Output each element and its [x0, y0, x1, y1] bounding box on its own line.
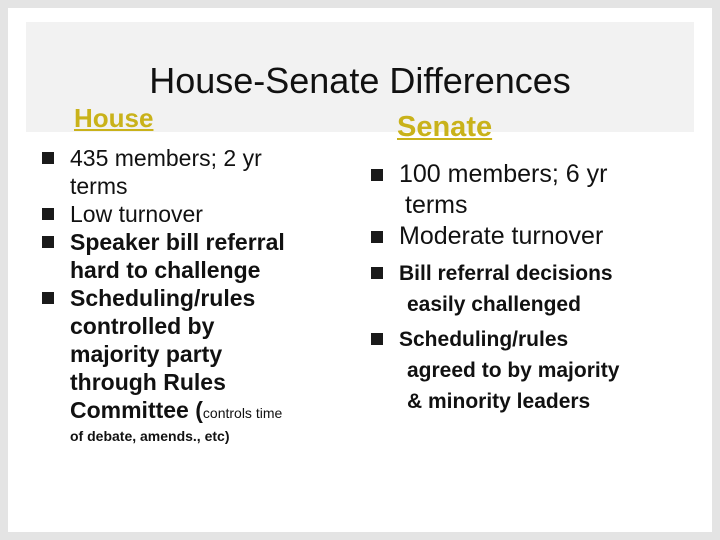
house-item-note: controls time [202, 405, 283, 421]
senate-item-members [371, 159, 701, 221]
senate-heading: Senate [397, 111, 493, 143]
house-item-turnover [42, 200, 364, 228]
slide-title: House-Senate Differences [149, 60, 571, 101]
house-item-line: 435 members; 2 yr [70, 145, 262, 171]
house-item-scheduling [42, 284, 364, 445]
house-item-line: Speaker bill referral [70, 229, 285, 255]
bullet-square-icon [42, 208, 54, 220]
slide [8, 8, 712, 532]
house-item-line: Scheduling/rules [70, 285, 256, 311]
senate-item-line: terms [405, 191, 468, 219]
senate-item-line: agreed to by majority [407, 359, 620, 382]
bullet-square-icon [371, 169, 383, 181]
house-item-line: terms [70, 173, 128, 199]
house-item-line: majority party [70, 341, 223, 367]
house-item-line: controlled by [70, 313, 215, 339]
house-column [42, 144, 364, 445]
senate-item-line: Bill referral decisions [399, 262, 613, 285]
house-item-line: Low turnover [70, 201, 203, 227]
senate-column [371, 159, 701, 417]
senate-item-line: 100 members; 6 yr [399, 160, 608, 188]
house-item-members [42, 144, 364, 200]
bullet-square-icon [42, 152, 54, 164]
house-item-line: hard to challenge [70, 257, 261, 283]
house-heading: House [74, 103, 154, 133]
senate-item-line: easily challenged [407, 293, 581, 316]
senate-item-line: & minority leaders [407, 390, 591, 413]
bullet-square-icon [42, 292, 54, 304]
senate-item-referral [371, 258, 701, 320]
bullet-square-icon [42, 236, 54, 248]
senate-item-scheduling [371, 324, 701, 417]
bullet-square-icon [371, 231, 383, 243]
senate-item-turnover [371, 221, 701, 252]
bullet-square-icon [371, 333, 383, 345]
house-item-line: Committee ( [70, 397, 203, 423]
bullet-square-icon [371, 267, 383, 279]
house-item-referral [42, 228, 364, 284]
senate-item-line: Scheduling/rules [399, 328, 569, 351]
house-item-line: through Rules [70, 369, 226, 395]
house-item-note: of debate, amends., etc) [70, 428, 230, 444]
senate-item-line: Moderate turnover [399, 222, 604, 250]
